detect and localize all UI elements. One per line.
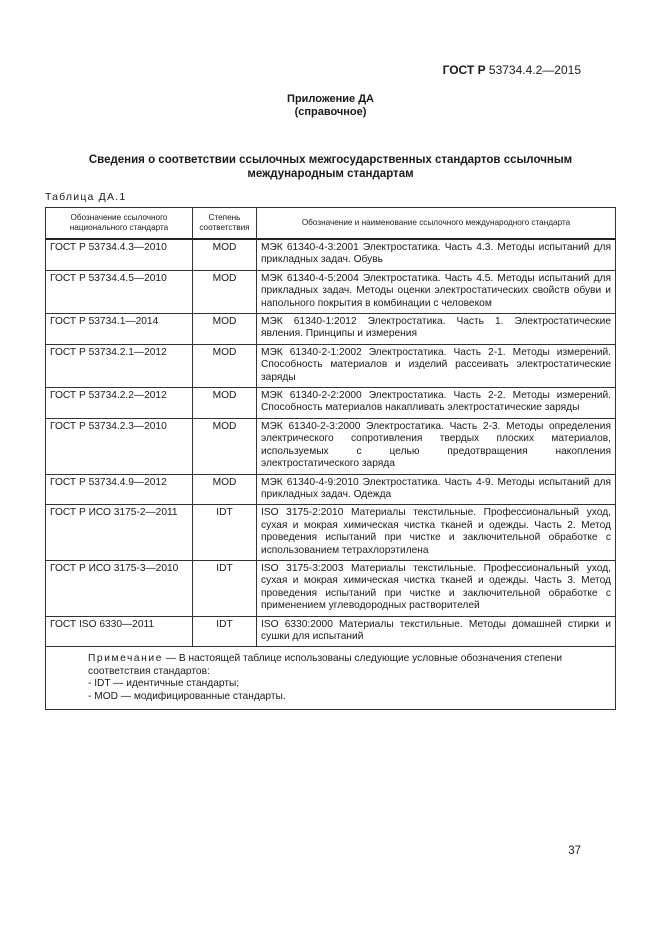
appendix-title: Приложение ДА: [287, 93, 374, 105]
column-header-national-standard: Обозначение ссылочного национального стандарта: [46, 208, 193, 240]
correspondence-table: [45, 207, 616, 710]
cell-international-standard: ISO 6330:2000 Материалы текстильные. Методы домашней стирки и сушки для испытаний: [257, 616, 616, 647]
column-header-degree: Степень соответствия: [193, 208, 257, 240]
table-row: [46, 560, 616, 616]
table-row: [46, 344, 616, 387]
note-item-idt: - IDT — идентичные стандарты;: [88, 678, 240, 690]
cell-international-standard: МЭК 61340-2-2:2000 Электростатика. Часть 2-2. Методы измерений. Способность материалов накапливать электростатические заряды: [257, 388, 616, 419]
cell-international-standard: МЭК 61340-4-9:2010 Электростатика. Часть 4-9. Методы испытаний для прикладных задач. Одежда: [257, 474, 616, 505]
column-header-international-standard: Обозначение и наименование ссылочного международного стандарта: [257, 208, 616, 240]
cell-degree: MOD: [193, 270, 257, 313]
page-number: 37: [568, 845, 581, 857]
cell-international-standard: ISO 3175-2:2010 Материалы текстильные. Профессиональный уход, сухая и мокрая химическая чистка тканей и одежды. Часть 2. Метод проведения испытаний при чистке и заключительной обработке с использованием тетрахлорэтилена: [257, 505, 616, 561]
note-label: Примечание: [88, 653, 163, 665]
note-item-mod: - MOD — модифицированные стандарты.: [88, 690, 286, 702]
table-row: [46, 505, 616, 561]
table-row: [46, 616, 616, 647]
cell-national-standard: ГОСТ Р 53734.1—2014: [46, 314, 193, 345]
table-row: [46, 270, 616, 313]
cell-national-standard: ГОСТ ISO 6330—2011: [46, 616, 193, 647]
cell-degree: MOD: [193, 344, 257, 387]
appendix-heading: [0, 93, 661, 119]
cell-degree: MOD: [193, 239, 257, 270]
table-header-row: [46, 208, 616, 240]
cell-national-standard: ГОСТ Р 53734.2.1—2012: [46, 344, 193, 387]
cell-national-standard: ГОСТ Р ИСО 3175-3—2010: [46, 560, 193, 616]
table-note-row: [46, 647, 616, 710]
cell-national-standard: ГОСТ Р 53734.2.3—2010: [46, 418, 193, 474]
table-row: [46, 418, 616, 474]
table-label: Таблица ДА.1: [45, 191, 127, 203]
cell-degree: IDT: [193, 560, 257, 616]
table-row: [46, 239, 616, 270]
cell-degree: MOD: [193, 388, 257, 419]
document-code-number: 53734.4.2—2015: [485, 63, 581, 77]
cell-degree: IDT: [193, 505, 257, 561]
cell-international-standard: МЭК 61340-1:2012 Электростатика. Часть 1. Электростатические явления. Принципы и измерения: [257, 314, 616, 345]
cell-degree: IDT: [193, 616, 257, 647]
cell-national-standard: ГОСТ Р 53734.4.3—2010: [46, 239, 193, 270]
table-row: [46, 474, 616, 505]
cell-national-standard: ГОСТ Р 53734.4.9—2012: [46, 474, 193, 505]
section-heading-line-1: Сведения о соответствии ссылочных межгосударственных стандартов ссылочным: [88, 154, 573, 166]
table-row: [46, 388, 616, 419]
cell-national-standard: ГОСТ Р 53734.2.2—2012: [46, 388, 193, 419]
appendix-subtitle: (справочное): [294, 106, 367, 118]
cell-international-standard: МЭК 61340-2-1:2002 Электростатика. Часть 2-1. Методы измерений. Способность материалов и изделий рассеивать электростатические заряды: [257, 344, 616, 387]
cell-international-standard: ISO 3175-3:2003 Материалы текстильные. Профессиональный уход, сухая и мокрая химическая чистка тканей и одежды. Часть 3. Метод проведения испытаний при чистке и заключительной обработке с применением углеводородных растворителей: [257, 560, 616, 616]
document-code-prefix: ГОСТ Р: [442, 63, 486, 77]
cell-degree: MOD: [193, 418, 257, 474]
section-heading: [45, 153, 616, 181]
note-paragraph: [52, 653, 609, 678]
cell-international-standard: МЭК 61340-4-5:2004 Электростатика. Часть 4.5. Методы испытаний для прикладных задач. Методы оценки электростатических свойств обуви и напольного покрытия в комбинации с человеком: [257, 270, 616, 313]
cell-national-standard: ГОСТ Р 53734.4.5—2010: [46, 270, 193, 313]
cell-degree: MOD: [193, 474, 257, 505]
cell-degree: MOD: [193, 314, 257, 345]
cell-international-standard: МЭК 61340-4-3:2001 Электростатика. Часть 4.3. Методы испытаний для прикладных задач. Обувь: [257, 239, 616, 270]
section-heading-line-2: международным стандартам: [247, 168, 414, 180]
document-code: [443, 63, 581, 77]
table-row: [46, 314, 616, 345]
note-text: — В настоящей таблице использованы следующие условные обозначения степени соответствия стандартов:: [88, 653, 563, 677]
cell-international-standard: МЭК 61340-2-3:2000 Электростатика. Часть 2-3. Методы определения электрического сопротивления твердых плоских материалов, используемых с целью предотвращения накопления электростатического заряда: [257, 418, 616, 474]
cell-national-standard: ГОСТ Р ИСО 3175-2—2011: [46, 505, 193, 561]
table-note: [46, 647, 616, 710]
